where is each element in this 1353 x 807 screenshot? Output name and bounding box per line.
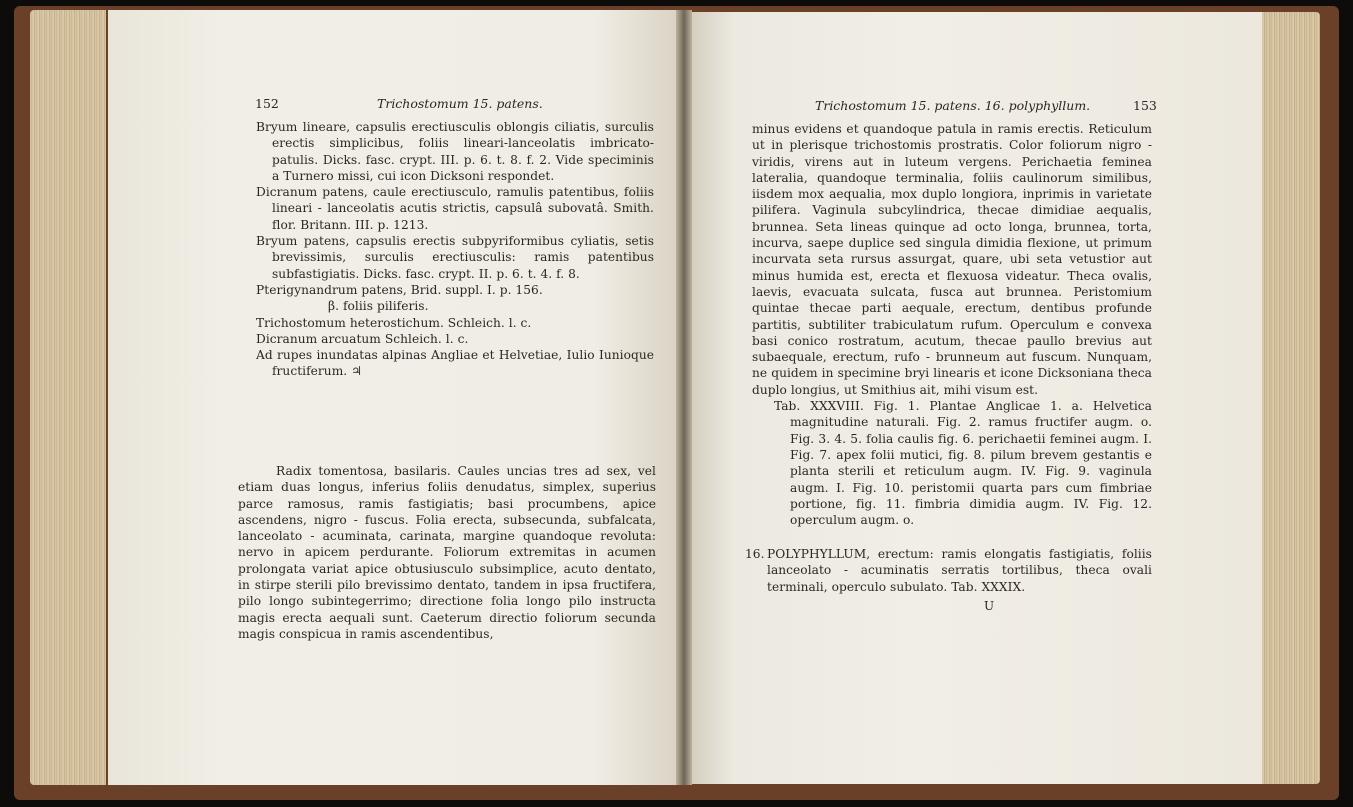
species-entry (745, 546, 1152, 595)
synonym-entry: Dicranum arcuatum Schleich. l. c. (256, 331, 469, 346)
left-page-description (238, 463, 656, 642)
habitat-entry: Ad rupes inundatas alpinas Angliae et Helvetiae, Iulio Iunioque fructiferum. ♃ (256, 348, 654, 379)
page-number-right: 153 (1133, 98, 1157, 113)
signature-mark: U (984, 599, 995, 613)
species-number: 16. (745, 547, 765, 561)
synonym-entry: Bryum patens, capsulis erectis subpyriformibus cyliatis, setis brevissimis, surculis erectiusculis: ramis patentibus subfastigiatis. Dicks. fasc. crypt. II. p. 6. t. 4. f. 8. (256, 234, 654, 281)
page-edges-left (30, 10, 106, 785)
synonym-entry: Trichostomum heterostichum. Schleich. l. c. (256, 315, 532, 330)
book-gutter (676, 10, 692, 785)
plate-explanation: Tab. XXXVIII. Fig. 1. Plantae Anglicae 1. a. Helvetica magnitudine naturali. Fig. 2. ramus fructifer augm. o. Fig. 3. 4. 5. folia caulis fig. 6. perichaetii feminei augm. I. Fig. 7. apex folii mutici, fig. 8. pilum brevem gestantis e planta sterili et reticulum augm. IV. Fig. 9. vaginula augm. I. Fig. 10. peristomii quarta pars cum fimbriae portione, fig. 11. fimbria dimidia augm. IV. Fig. 12. operculum augm. o. (774, 399, 1152, 528)
description-continuation: minus evidens et quandoque patula in ramis erectis. Reticulum ut in plerisque trichostomis prostratis. Color foliorum nigro - viridis, virens aut in luteum vergens. Perichaetia feminea lateralia, quandoque terminalia, foliis caulinorum similibus, iisdem mox aequalia, mox duplo longiora, inprimis in varietate pilifera. Vaginula subcylindrica, thecae dimidiae aequalis, brunnea. Seta lineas quinque ad octo longa, brunnea, torta, incurva, saepe duplice sed singula dimidia flexione, ut primum incurvata seta rursus assurgat, quare, ubi seta vetustior aut minus humida est, erecta et flexuosa videatur. Theca ovalis, laevis, evacuata sulcata, fusca aut brunnea. Peristomium quintae thecae parti aequale, erectum, dentibus profunde partitis, subtiliter trabiculatum rufum. Operculum e convexa basi conico rostratum, acutum, thecae paullo brevius aut subaequale, erectum, rufo - brunneum aut fuscum. Nunquam, ne quidem in specimine bryi linearis et icone Dicksoniana theca duplo longius, ut Smithius ait, mihi visum est. (752, 122, 1152, 397)
running-title-right: Trichostomum 15. patens. 16. polyphyllum. (815, 98, 1091, 113)
page-number-left: 152 (255, 96, 279, 111)
variety-line: β. foliis piliferis. (328, 299, 429, 314)
synonym-entry: Bryum lineare, capsulis erectiusculis oblongis ciliatis, surculis erectis simplicibus, foliis lineari-lanceolatis imbricato-patulis. Dicks. fasc. crypt. III. p. 6. t. 8. f. 2. Vide speciminis a Turnero missi, cui icon Dicksoni respondet. (256, 120, 654, 183)
page-edges-right (1260, 12, 1320, 784)
right-page-body (752, 121, 1152, 528)
running-title-left: Trichostomum 15. patens. (377, 96, 543, 111)
synonym-entry: Pterigynandrum patens, Brid. suppl. I. p. 156. (256, 282, 543, 297)
left-page-body (256, 119, 654, 380)
synonym-entry: Dicranum patens, caule erectiusculo, ramulis patentibus, foliis lineari - lanceolatis acutis strictis, capsulâ subovatâ. Smith. flor. Britann. III. p. 1213. (256, 185, 654, 232)
species-description: POLYPHYLLUM, erectum: ramis elongatis fastigiatis, foliis lanceolato - acuminatis serratis tortilibus, theca ovali terminali, operculo subulato. Tab. XXXIX. (767, 547, 1152, 594)
description-paragraph: Radix tomentosa, basilaris. Caules uncias tres ad sex, vel etiam duas longus, inferius foliis denudatus, simplex, superius parce ramosus, ramis fastigiatis; basi procumbens, apice ascendens, nigro - fuscus. Folia erecta, subsecunda, subfalcata, lanceolato - acuminata, carinata, margine quandoque revoluta: nervo in apicem perdurante. Foliorum extremitas in acumen prolongata variat apice obtusiusculo subsimplice, acuto dentato, in stirpe sterili pilo brevissimo dentato, tandem in ipsa fructifera, pilo longo subintegerrimo; directione folia longo pilo instructa magis erecta aequali sunt. Caeterum directio foliorum secunda magis conspicua in ramis ascendentibus, (238, 464, 656, 641)
